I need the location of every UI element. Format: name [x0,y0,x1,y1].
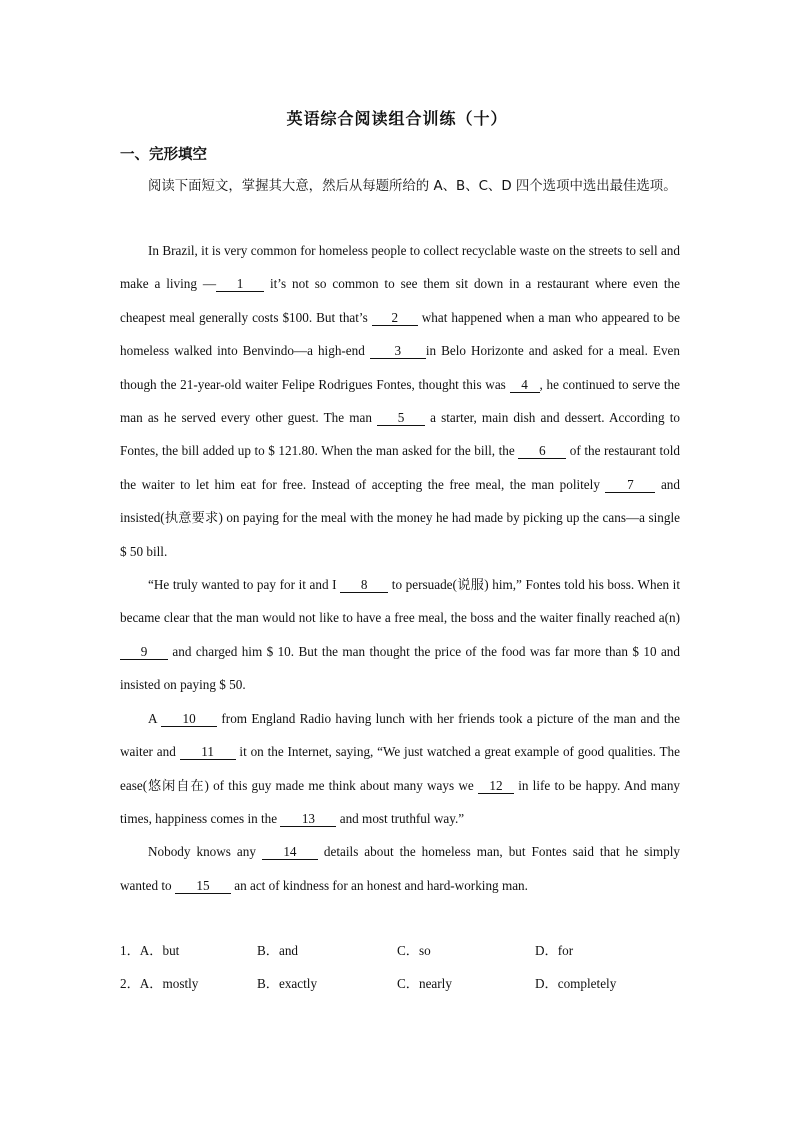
blank-1[interactable]: 1 [216,276,264,292]
text-run: to persuade(说服) him,” Fontes told his boss. When it became clear that the man would not like to have a free meal, the boss and the waiter finally reached a(n) [120,577,680,626]
text-run: of the restaurant told the waiter to let him eat for free. Instead of accepting the free meal, the man politely [120,443,680,492]
blank-8[interactable]: 8 [340,577,388,593]
question-1-options [120,934,720,967]
text-run: and most truthful way.” [336,810,465,826]
option-a[interactable] [120,934,179,967]
answer-options [120,934,720,1001]
question-number: 1． [120,943,140,958]
blank-4[interactable]: 4 [510,377,540,393]
section-heading: 一、完形填空 [120,147,207,163]
blank-15[interactable]: 15 [175,878,231,894]
option-b[interactable]: B．exactly [257,976,318,992]
paragraph-1 [120,234,680,568]
option-c[interactable]: C．nearly [397,976,452,992]
question-2-options [120,967,720,1000]
blank-12[interactable]: 12 [478,778,514,794]
blank-14[interactable]: 14 [262,844,318,860]
page-title: 英语综合阅读组合训练（十） [286,109,508,128]
blank-3[interactable]: 3 [370,343,426,359]
blank-5[interactable]: 5 [377,410,425,426]
option-a-text: A．but [139,943,180,958]
paragraph-2 [120,568,680,702]
blank-6[interactable]: 6 [518,443,566,459]
paragraph-4 [120,835,680,902]
option-c[interactable]: C．so [397,943,431,958]
text-run: what happened when a man who appeared to be homeless walked into Benvindo—a high-end [120,309,680,359]
option-d[interactable]: D．completely [535,976,617,992]
option-b[interactable]: B．and [257,943,299,958]
text-run: details about the homeless man, but Fontes said that he simply wanted to [120,844,680,893]
option-a-text: A．mostly [139,976,199,992]
option-d[interactable]: D．for [535,943,574,958]
option-a[interactable] [120,967,198,1000]
text-run: In Brazil, it is very common for homeless people to collect recyclable waste on the streets to sell and make a living — [120,243,680,292]
text-run: in life to be happy. And many times, happiness comes in the [120,777,681,826]
blank-10[interactable]: 10 [161,711,217,727]
cloze-passage [120,234,680,902]
text-run: , he continued to serve the man as he served every other guest. The man [120,376,680,426]
text-run: it on the Internet, saying, “We just watched a great example of good qualities. The ease(悠闲自在) of this guy made me think about many ways we [120,744,680,793]
blank-7[interactable]: 7 [605,477,655,493]
instructions [120,170,680,203]
text-run: in Belo Horizonte and asked for a meal. Even though the 21-year-old waiter Felipe Rodrigues Fontes, thought this was [120,343,680,392]
text-run: and charged him $ 10. But the man thought the price of the food was far more than $ 10 and insisted on paying $ 50. [120,643,680,693]
instructions-text: 阅读下面短文，掌握其大意，然后从每题所给的 A、B、C、D 四个选项中选出最佳选项。 [148,179,677,194]
text-run: a starter, main dish and dessert. According to Fontes, the bill added up to $ 121.80. When the man asked for the bill, the [120,410,680,459]
blank-13[interactable]: 13 [280,811,336,827]
text-run: Nobody knows any [148,844,262,860]
text-run: “He truly wanted to pay for it and I [148,577,341,593]
paragraph-3 [120,702,680,836]
text-run: an act of kindness for an honest and hard-working man. [230,877,528,893]
text-run: A [148,710,162,726]
text-run: and insisted(执意要求) on paying for the meal with the money he had made by picking up the cans—a single $ 50 bill. [120,476,680,559]
blank-9[interactable]: 9 [120,644,168,660]
blank-11[interactable]: 11 [180,744,236,760]
question-number: 2． [120,976,140,992]
text-run: from England Radio having lunch with her friends took a picture of the man and the waiter and [120,710,681,760]
text-run: it’s not so common to see them sit down in a restaurant where even the cheapest meal generally costs $100. But that’s [120,276,680,325]
blank-2[interactable]: 2 [372,310,418,326]
